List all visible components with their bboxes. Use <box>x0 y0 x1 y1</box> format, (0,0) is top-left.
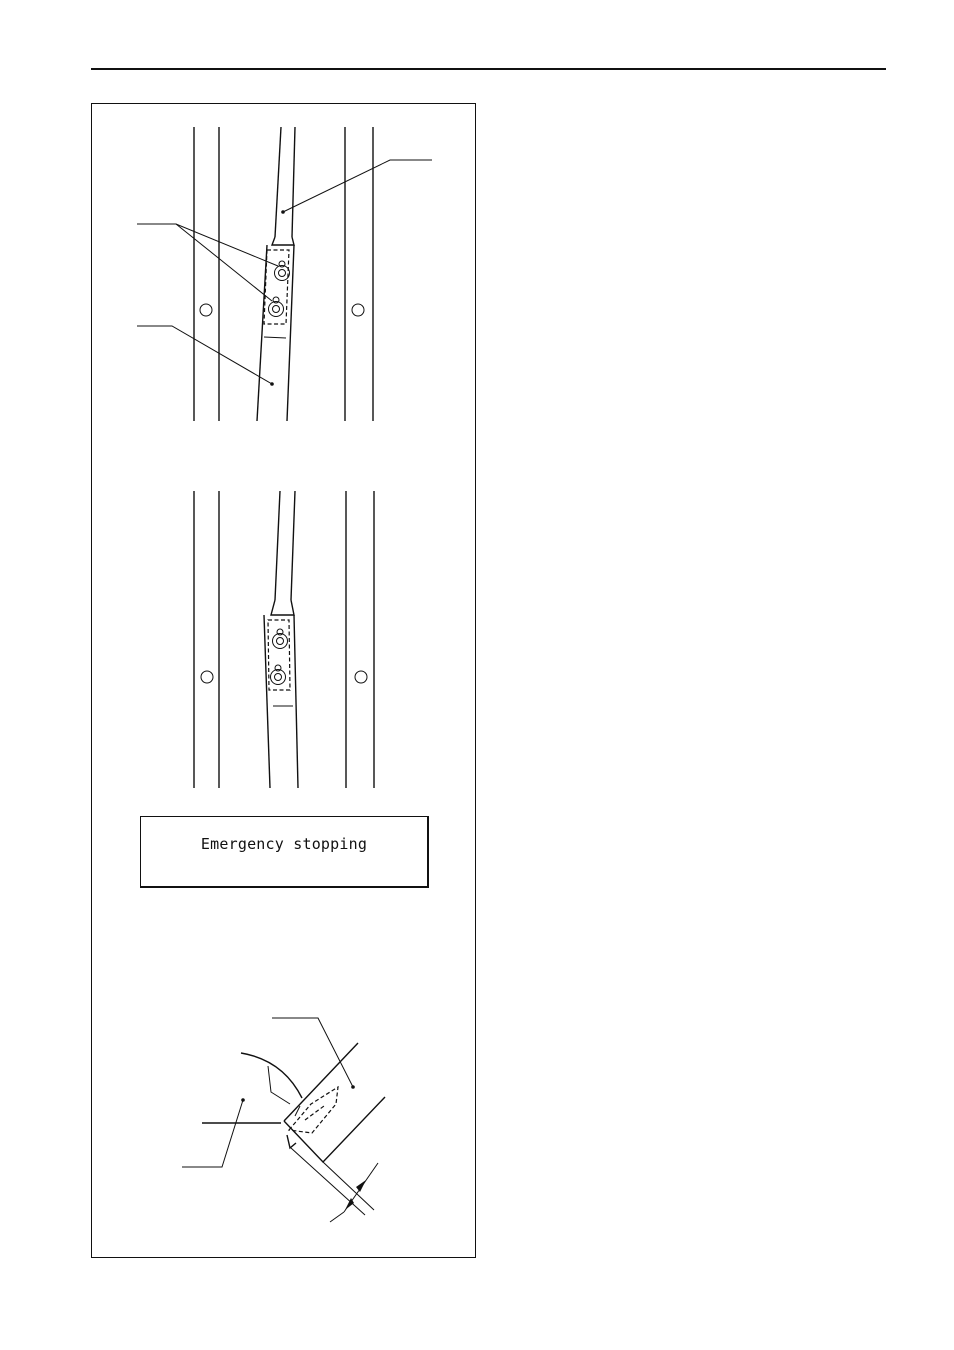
bottom-wire-diagram <box>194 491 374 788</box>
display-panel <box>140 816 429 888</box>
display-message: Emergency stopping <box>200 835 368 853</box>
blade-clearance-diagram <box>182 1018 385 1222</box>
top-wire-diagram <box>137 127 432 421</box>
